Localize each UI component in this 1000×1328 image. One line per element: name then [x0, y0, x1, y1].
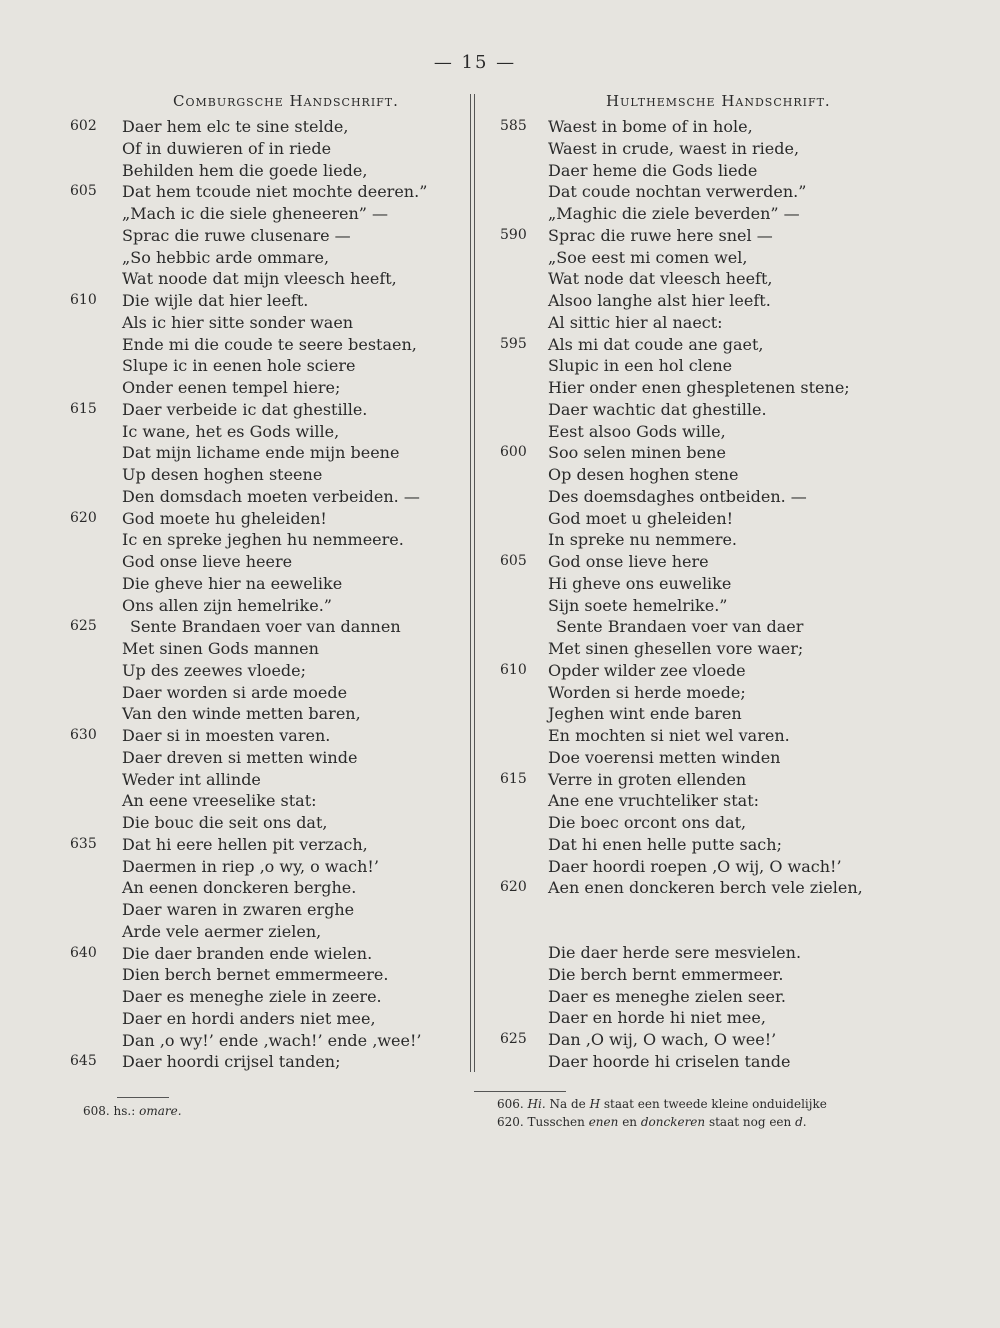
verse-text: Up desen hoghen steene [122, 465, 323, 484]
verse-line [0, 551, 470, 573]
verse-text: Daer hem elc te sine stelde, [122, 117, 349, 136]
line-number: 602 [70, 118, 97, 134]
verse-text: Dat hi enen helle putte sach; [548, 834, 782, 854]
verse-line [476, 138, 1000, 160]
verse-line [476, 790, 1000, 812]
verse-text: Soo selen minen bene [548, 443, 726, 463]
verse-line [0, 725, 470, 747]
verse-text: God moete hu gheleiden! [122, 508, 327, 528]
verse-line [476, 942, 1000, 964]
footnote-italic: enen [588, 1115, 619, 1129]
verse-text: Daer hoorde hi criselen tande [548, 1051, 791, 1071]
verse-line [476, 399, 1000, 421]
verse-line [476, 964, 1000, 986]
verse-line [0, 203, 470, 225]
verse-line [476, 551, 1000, 573]
footnote-text: hs.: [113, 1104, 140, 1118]
line-number: 610 [70, 292, 97, 308]
verse-text: In spreke nu nemmere. [548, 530, 738, 550]
verse-text: Onder eenen tempel hiere; [122, 378, 341, 397]
verse-text: Die boec orcont ons dat, [548, 813, 747, 832]
verse-text: Doe voerensi metten winden [548, 747, 781, 767]
line-number: 625 [70, 618, 97, 635]
verse-line [476, 290, 1000, 312]
verse-line [476, 268, 1000, 290]
verse-line [0, 769, 470, 791]
verse-line [476, 856, 1000, 878]
verse-text: Sprac die ruwe here snel — [548, 225, 773, 245]
verse-line [476, 573, 1000, 595]
verse-text: „Soe eest mi comen wel, [548, 247, 748, 267]
verse-line [476, 638, 1000, 660]
verse-text: Daer si in moesten varen. [122, 726, 331, 745]
verse-text: God onse lieve heere [122, 552, 293, 571]
right-footnote-1 [497, 1095, 827, 1113]
verse-text: Wat node dat vleesch heeft, [548, 269, 773, 289]
verse-line [476, 616, 1000, 638]
verse-line [476, 877, 1000, 899]
verse-line [0, 790, 470, 812]
verse-text: Daer es meneghe ziele in zeere. [122, 987, 382, 1006]
verse-line [0, 399, 470, 421]
verse-line [0, 247, 470, 269]
verse-line [476, 595, 1000, 617]
verse-line [476, 421, 1000, 443]
verse-line [0, 834, 470, 856]
verse-line [476, 334, 1000, 356]
verse-line [476, 660, 1000, 682]
verse-text: Die daer branden ende wielen. [122, 943, 373, 963]
verse-line [0, 595, 470, 617]
footnote-text: . [802, 1115, 807, 1129]
verse-line [0, 638, 470, 660]
verse-line [0, 160, 470, 182]
verse-text: Daer heme die Gods liede [548, 160, 758, 180]
footnote-italic: donckeren [640, 1115, 706, 1129]
line-number: 605 [70, 183, 97, 200]
verse-text: Dan ‚o wy!’ ende ‚wach!’ ende ‚wee!’ [122, 1030, 422, 1050]
verse-text: Dat hi eere hellen pit verzach, [122, 834, 368, 854]
verse-line [0, 660, 470, 682]
verse-line [0, 529, 470, 551]
verse-text: Alsoo langhe alst hier leeft. [548, 291, 771, 310]
verse-line [476, 116, 1000, 138]
verse-text: Jeghen wint ende baren [548, 704, 742, 724]
verse-text: Hi gheve ons euwelike [548, 573, 732, 593]
verse-text: Worden si herde moede; [548, 682, 746, 702]
verse-line [0, 856, 470, 878]
verse-text: God onse lieve here [548, 552, 709, 571]
verse-text: Met sinen Gods mannen [122, 639, 319, 658]
verse-line [476, 725, 1000, 747]
verse-text: Dien berch bernet emmermeere. [122, 965, 389, 985]
line-number: 625 [500, 1031, 527, 1047]
verse-line [476, 203, 1000, 225]
line-number: 615 [500, 770, 527, 787]
verse-text: Waest in crude, waest in riede, [548, 138, 800, 158]
verse-line [0, 616, 470, 638]
verse-text: Hier onder enen ghespletenen stene; [548, 378, 850, 397]
verse-text: Weder int allinde [122, 769, 261, 789]
line-number: 645 [70, 1053, 97, 1070]
footnote-text: Na de [545, 1097, 590, 1111]
verse-text: God moet u gheleiden! [548, 508, 734, 528]
verse-line [476, 486, 1000, 508]
verse-text: Daer verbeide ic dat ghestille. [122, 399, 368, 419]
verse-line [476, 1051, 1000, 1073]
verse-line [476, 225, 1000, 247]
verse-line [0, 116, 470, 138]
verse-line [0, 442, 470, 464]
verse-line [0, 964, 470, 986]
verse-line [0, 181, 470, 203]
verse-text: Daer wachtic dat ghestille. [548, 399, 767, 419]
verse-line [476, 529, 1000, 551]
verse-line [476, 1029, 1000, 1051]
verse-line [476, 1007, 1000, 1029]
footnote-italic: Hi. [527, 1097, 546, 1111]
verse-text: Daer worden si arde moede [122, 682, 348, 702]
footnote-text: staat nog een [705, 1115, 796, 1129]
line-number: 640 [70, 944, 97, 961]
verse-line [476, 312, 1000, 334]
verse-line [0, 290, 470, 312]
verse-text: Sprac die ruwe clusenare — [122, 225, 351, 245]
footnote-italic: H [589, 1097, 601, 1111]
line-number: 615 [70, 400, 97, 417]
verse-text: „Maghic die ziele beverden” — [548, 204, 800, 223]
verse-text: Daer waren in zwaren erghe [122, 900, 355, 919]
footnote-number: 606. [497, 1097, 524, 1111]
verse-line [0, 486, 470, 508]
verse-line [0, 464, 470, 486]
verse-line [0, 225, 470, 247]
verse-text: Wat noode dat mijn vleesch heeft, [122, 269, 397, 289]
verse-line [476, 812, 1000, 834]
line-number: 605 [500, 553, 527, 569]
verse-text: Die bouc die seit ons dat, [122, 813, 328, 832]
verse-text: An eene vreeselike stat: [122, 791, 317, 811]
verse-text: Slupic in een hol clene [548, 356, 733, 376]
verse-text: Of in duwieren of in riede [122, 138, 332, 158]
verse-text: Sente Brandaen voer van daer [556, 617, 804, 637]
footnote-text: staat een tweede kleine onduidelijke [600, 1097, 827, 1111]
verse-line [0, 334, 470, 356]
left-column-header: Comburgsche Handschrift. [173, 92, 399, 110]
verse-text: Als mi dat coude ane gaet, [548, 334, 764, 354]
verse-line [0, 138, 470, 160]
verse-line [476, 703, 1000, 725]
verse-text: Die gheve hier na eewelike [122, 573, 343, 593]
verse-text: Die berch bernt emmermeer. [548, 964, 784, 984]
verse-line [476, 747, 1000, 769]
verse-text: „Mach ic die siele gheneeren” — [122, 204, 389, 223]
verse-text: Daermen in riep ‚o wy, o wach!’ [122, 856, 379, 876]
verse-text: Ende mi die coude te seere bestaen, [122, 334, 417, 354]
right-footnote-rule [474, 1091, 566, 1092]
verse-line [0, 943, 470, 965]
verse-line [0, 312, 470, 334]
footnote-italic: omare. [139, 1104, 182, 1118]
verse-text: Opder wilder zee vloede [548, 660, 746, 680]
verse-text: Daer hoordi crijsel tanden; [122, 1052, 341, 1072]
line-number: 620 [70, 509, 97, 526]
verse-text: Behilden hem die goede liede, [122, 160, 368, 180]
verse-line [0, 1051, 470, 1073]
verse-line [476, 355, 1000, 377]
verse-text: Ic wane, het es Gods wille, [122, 421, 340, 441]
line-number: 590 [500, 226, 527, 243]
verse-text: En mochten si niet wel varen. [548, 726, 790, 745]
verse-text: „So hebbic arde ommare, [122, 247, 330, 267]
verse-text: Sente Brandaen voer van dannen [130, 617, 401, 637]
verse-text: Daer en hordi anders niet mee, [122, 1008, 376, 1028]
verse-text: Arde vele aermer zielen, [122, 921, 322, 941]
verse-line [0, 268, 470, 290]
verse-text: Al sittic hier al naect: [548, 312, 723, 332]
verse-line [476, 464, 1000, 486]
verse-line [0, 899, 470, 921]
left-footnote [83, 1102, 182, 1120]
verse-line [476, 160, 1000, 182]
verse-text: Dat mijn lichame ende mijn beene [122, 443, 400, 463]
footnote-text: en [618, 1115, 641, 1129]
right-footnote-2 [497, 1113, 807, 1131]
verse-line [476, 986, 1000, 1008]
line-number: 610 [500, 661, 527, 678]
verse-line [0, 421, 470, 443]
verse-line [0, 877, 470, 899]
footnote-number: 620. [497, 1115, 524, 1129]
verse-line [0, 355, 470, 377]
verse-line [0, 986, 470, 1008]
verse-text: Dat hem tcoude niet mochte deeren.” [122, 182, 428, 202]
verse-text: An eenen donckeren berghe. [122, 878, 357, 898]
verse-text: Daer es meneghe zielen seer. [548, 986, 786, 1006]
verse-text: Daer hoordi roepen ‚O wij, O wach!’ [548, 856, 842, 876]
verse-line [476, 508, 1000, 530]
verse-text: Die wijle dat hier leeft. [122, 291, 309, 310]
verse-text: Aen enen donckeren berch vele zielen, [548, 878, 863, 898]
verse-text: Slupe ic in eenen hole sciere [122, 356, 356, 376]
verse-text: Op desen hoghen stene [548, 465, 739, 484]
verse-line [0, 1008, 470, 1030]
left-lines [0, 116, 470, 1073]
verse-line [0, 1030, 470, 1052]
verse-line [476, 769, 1000, 791]
verse-line [0, 508, 470, 530]
verse-text: Up des zeewes vloede; [122, 660, 307, 680]
verse-text: Ane ene vruchteliker stat: [548, 791, 760, 811]
verse-text: Waest in bome of in hole, [548, 117, 753, 136]
right-lines [476, 116, 1000, 1073]
line-number: 635 [70, 835, 97, 852]
left-footnote-rule [117, 1097, 169, 1098]
verse-line [476, 247, 1000, 269]
verse-line [0, 377, 470, 399]
footnote-italic: d [795, 1115, 803, 1129]
line-number: 595 [500, 335, 527, 352]
verse-line [0, 682, 470, 704]
verse-text: Verre in groten ellenden [548, 769, 747, 789]
verse-text: Van den winde metten baren, [122, 704, 361, 724]
verse-text: Eest alsoo Gods wille, [548, 421, 726, 441]
line-number: 600 [500, 444, 527, 461]
verse-line [476, 181, 1000, 203]
verse-text: Dan ‚O wij, O wach, O wee!’ [548, 1030, 777, 1049]
verse-line [476, 682, 1000, 704]
verse-text: Ic en spreke jeghen hu nemmeere. [122, 530, 404, 550]
verse-text: Ons allen zijn hemelrike.” [122, 595, 332, 615]
footnote-number: 608. [83, 1104, 110, 1118]
verse-line [0, 573, 470, 595]
line-number: 630 [70, 727, 97, 743]
verse-text: Sijn soete hemelrike.” [548, 595, 728, 615]
verse-text: Des doemsdaghes ontbeiden. — [548, 486, 807, 506]
right-column-header: Hulthemsche Handschrift. [606, 92, 831, 110]
verse-text: Dat coude nochtan verwerden.” [548, 182, 807, 202]
line-number: 585 [500, 118, 527, 134]
verse-line [0, 703, 470, 725]
verse-text: Met sinen ghesellen vore waer; [548, 639, 804, 658]
verse-line [476, 834, 1000, 856]
verse-text: Die daer herde sere mesvielen. [548, 943, 802, 962]
verse-line [0, 812, 470, 834]
verse-text: Als ic hier sitte sonder waen [122, 312, 354, 332]
footnote-text: Tusschen [527, 1115, 589, 1129]
page-number: — 15 — [433, 52, 517, 73]
verse-line [476, 377, 1000, 399]
line-number: 620 [500, 879, 527, 896]
column-divider [470, 94, 475, 1072]
verse-text: Daer dreven si metten winde [122, 747, 358, 767]
blank-gap [476, 899, 1000, 942]
left-column [0, 92, 470, 1073]
verse-line [0, 921, 470, 943]
right-column [476, 92, 1000, 1073]
verse-line [0, 747, 470, 769]
verse-text: Daer en horde hi niet mee, [548, 1008, 766, 1028]
verse-line [476, 442, 1000, 464]
verse-text: Den domsdach moeten verbeiden. — [122, 486, 420, 506]
